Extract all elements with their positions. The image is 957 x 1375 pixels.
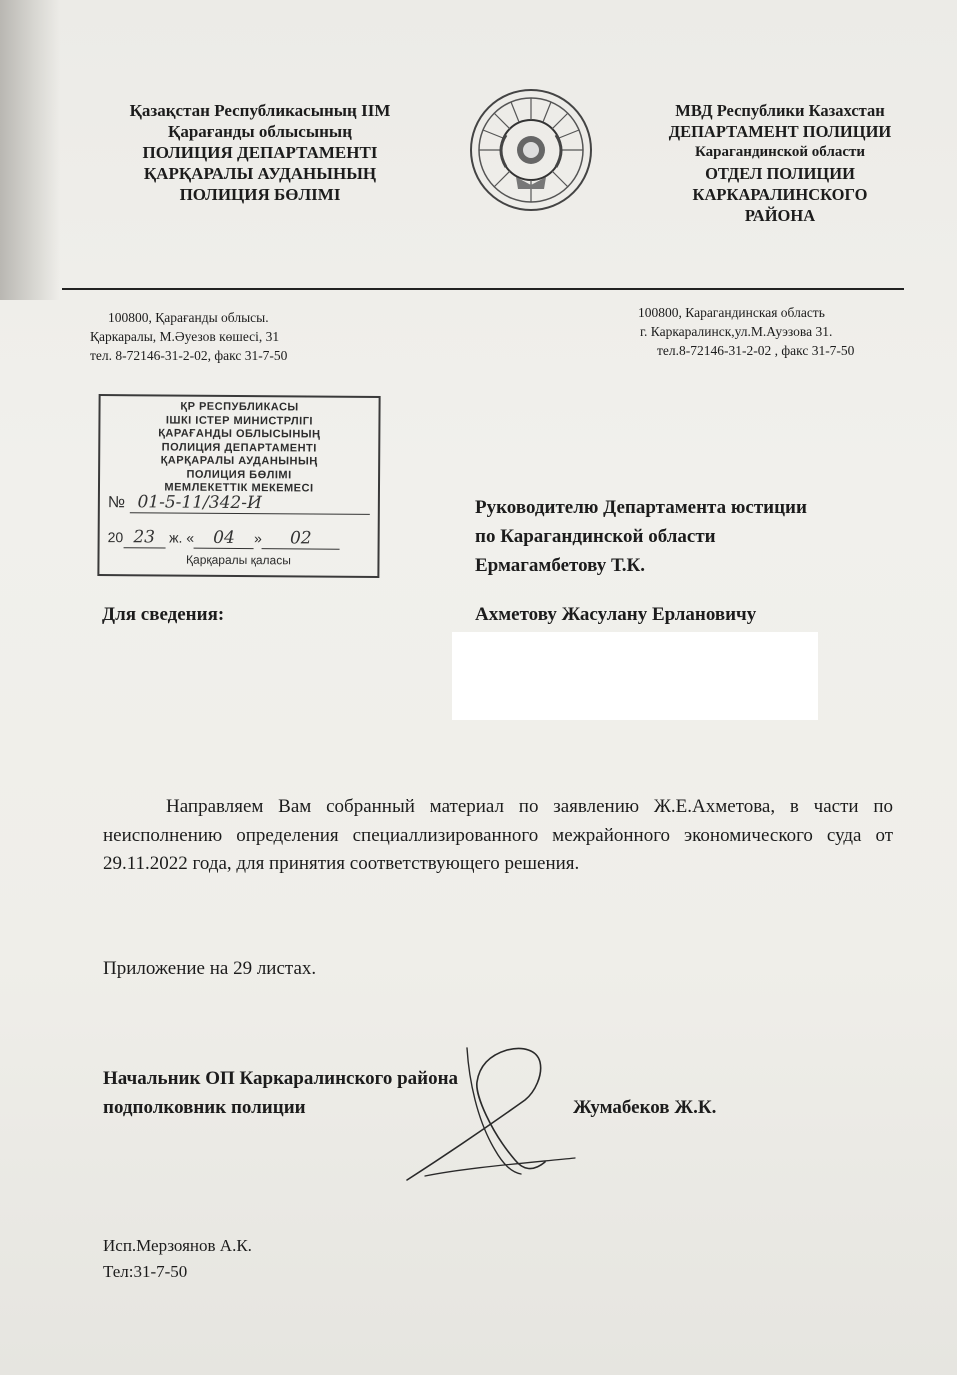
stamp-year-prefix: 20 (107, 529, 124, 546)
registration-stamp (97, 394, 380, 578)
header-kazakh-line: ПОЛИЦИЯ ДЕПАРТАМЕНТІ (142, 143, 378, 162)
addressee-line: Руководителю Департамента юстиции (475, 497, 807, 518)
info-label: Для сведения: (102, 604, 225, 625)
header-kazakh (100, 100, 420, 205)
stamp-day-prefix: » (253, 530, 262, 547)
executor-block (103, 1233, 252, 1285)
page-shadow-edge (0, 0, 60, 300)
stamp-line: ҚР РЕСПУБЛИКАСЫ (180, 400, 299, 414)
addressee-line: по Карагандинской области (475, 526, 716, 547)
stamp-line: ПОЛИЦИЯ ДЕПАРТАМЕНТІ (161, 440, 317, 455)
handwritten-signature (395, 1040, 585, 1190)
header-divider (62, 288, 904, 290)
header-russian-line: РАЙОНА (744, 206, 816, 225)
info-recipient: Ахметову Жасулану Ерлановичу (475, 604, 757, 625)
signatory-name: Жумабеков Ж.К. (573, 1097, 717, 1118)
stamp-line: ҚАРАҒАНДЫ ОБЛЫСЫНЫҢ (158, 427, 321, 441)
stamp-day: 02 (262, 528, 340, 550)
header-kazakh-line: Қарағанды облысының (168, 122, 352, 141)
signatory-title-line2: подполковник полиции (103, 1097, 306, 1118)
header-kazakh-line: ПОЛИЦИЯ БӨЛІМІ (179, 185, 341, 204)
address-line: тел. 8-72146-31-2-02, факс 31-7-50 (90, 348, 288, 363)
stamp-number: 01-5-11/342-И (129, 492, 369, 515)
stamp-line: ІШКІ ІСТЕР МИНИСТРЛІГІ (165, 413, 314, 428)
stamp-line: МЕМЛЕКЕТТІК МЕКЕМЕСІ (164, 481, 314, 495)
executor-name: Исп.Мерзоянов А.К. (103, 1236, 252, 1255)
stamp-line: ҚАРҚАРАЛЫ АУДАНЫНЫҢ (160, 454, 318, 468)
address-line: 100800, Қарағанды облысы. (108, 310, 269, 325)
attachment-note: Приложение на 29 листах. (103, 958, 317, 979)
letter-body: Направляем Вам собранный материал по заявлению Ж.Е.Ахметова, в части по неисполнению определения специаллизированного межрайонного экономического суда от 29.11.2022 года, для принятия соответствующего решения. (103, 796, 893, 874)
header-russian-line: ОТДЕЛ ПОЛИЦИИ (705, 164, 855, 183)
header-kazakh-line: Қазақстан Республикасының ІІМ (129, 101, 391, 120)
signatory-title-line1: Начальник ОП Каркаралинского района (103, 1068, 459, 1089)
address-russian (630, 303, 920, 360)
redaction-box (452, 632, 818, 720)
header-russian-line: КАРКАРАЛИНСКОГО (692, 185, 868, 204)
stamp-number-row (108, 492, 370, 515)
header-russian-line: Карагандинской области (694, 144, 866, 160)
stamp-year: 23 (123, 527, 165, 548)
addressee-line: Ермагамбетову Т.К. (475, 555, 646, 576)
executor-phone: Тел:31-7-50 (103, 1262, 188, 1281)
address-line: 100800, Карагандинская область (638, 305, 825, 320)
address-kazakh (90, 308, 410, 365)
stamp-month-prefix: ж. « (169, 529, 195, 546)
stamp-date-row (108, 527, 340, 550)
stamp-number-prefix: № (107, 494, 126, 512)
state-emblem-icon (466, 85, 596, 215)
address-line: г. Каркаралинск,ул.М.Ауэзова 31. (640, 324, 833, 339)
addressee-block (475, 493, 915, 580)
stamp-line: ПОЛИЦИЯ БӨЛІМІ (186, 468, 292, 481)
header-russian (630, 100, 930, 226)
header-russian-line: МВД Республики Казахстан (675, 101, 885, 120)
address-line: тел.8-72146-31-2-02 , факс 31-7-50 (657, 343, 855, 358)
header-russian-line: ДЕПАРТАМЕНТ ПОЛИЦИИ (668, 122, 892, 141)
header-kazakh-line: ҚАРҚАРАЛЫ АУДАНЫНЫҢ (143, 164, 377, 183)
stamp-city: Қарқаралы қаласы (186, 552, 291, 568)
stamp-month: 04 (194, 528, 254, 549)
address-line: Қаркаралы, М.Әуезов көшесі, 31 (90, 329, 280, 344)
